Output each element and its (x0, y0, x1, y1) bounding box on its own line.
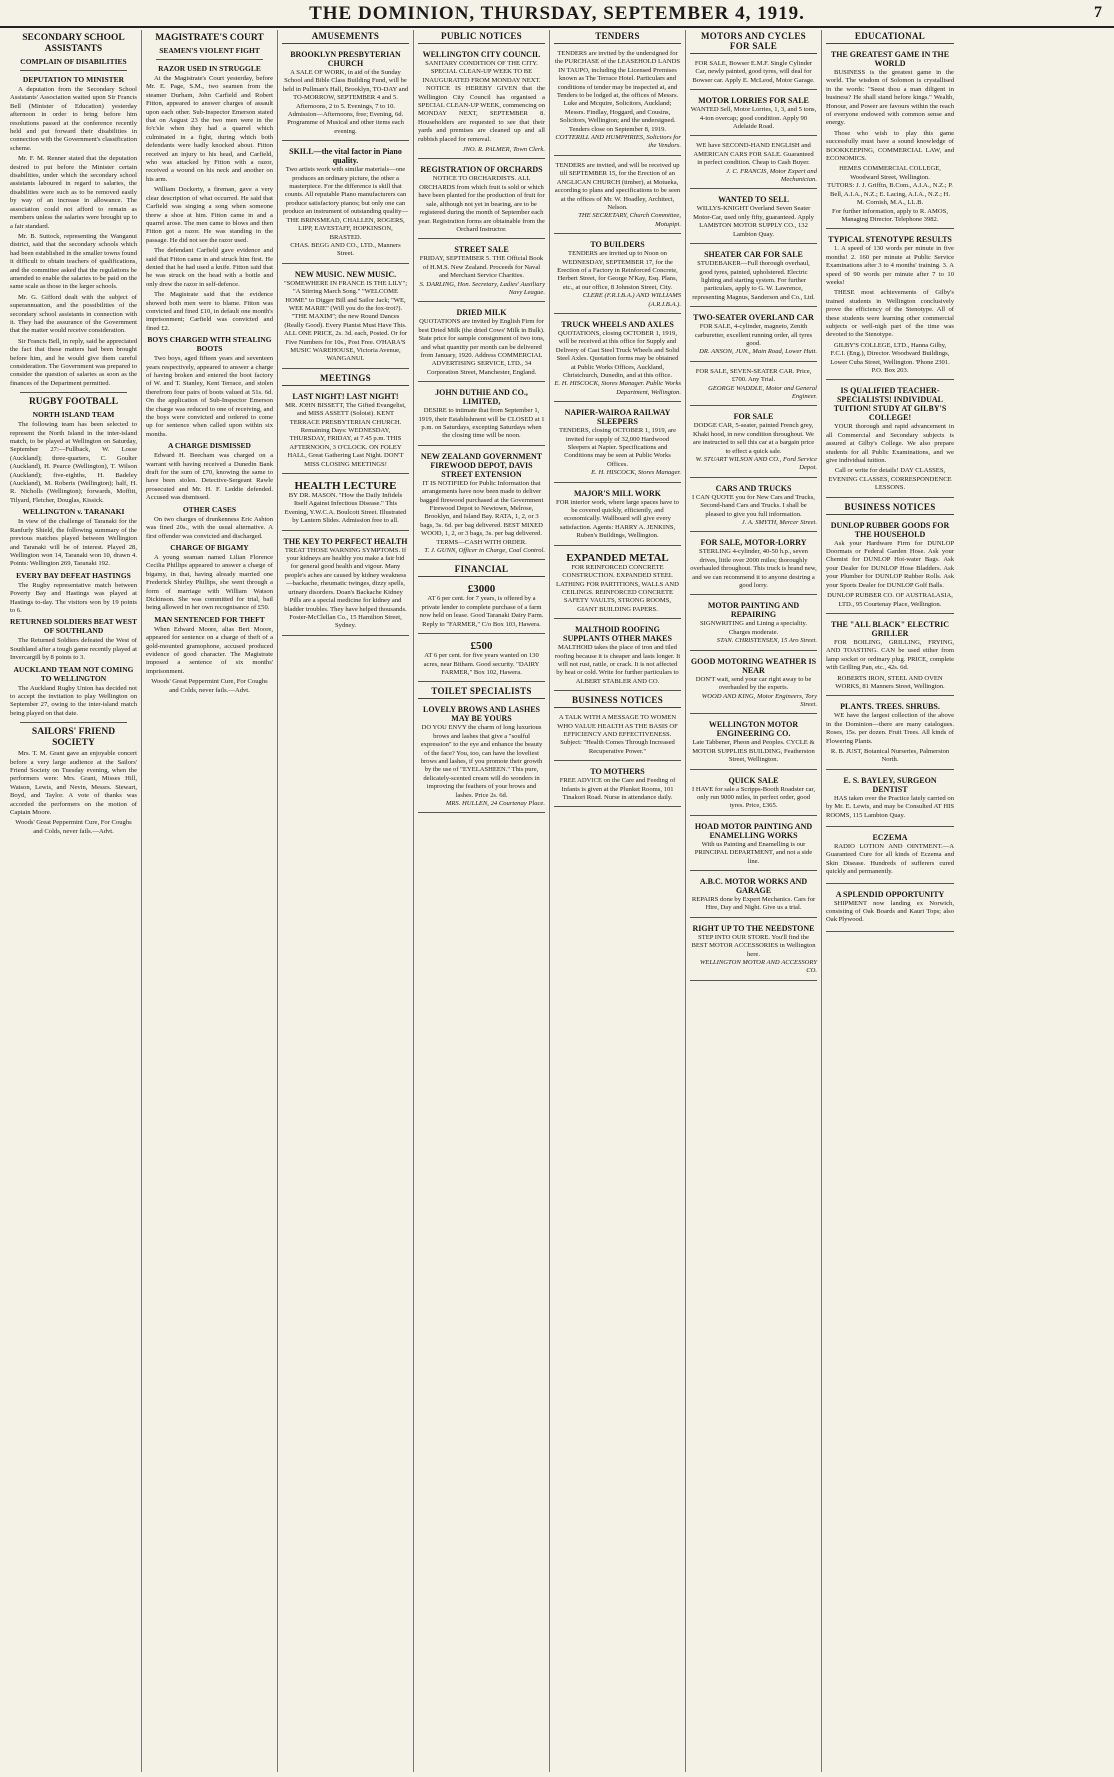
advertisement (282, 144, 409, 263)
ad-heading: LAST NIGHT! LAST NIGHT! (292, 391, 399, 401)
paragraph: Two boys, aged fifteen years and seventeen years respectively, appeared to answer a charge of having broken and entered the boot factory of W. and T. Stanley, Kent Terrace, and stolen therefrom four pairs of boots valued at 51s. 6d. On the application of Sub-Inspector Emerson the charge was reduced to one of receiving, and the boys were convicted and ordered to come up for sentence when called upon within six months. (146, 355, 273, 438)
subheadline: A CHARGE DISMISSED (168, 441, 251, 451)
ad-text: QUOTATIONS are invited by English Firm for best Dried Milk (the dried Cows' Milk in Bulk). State price for sample consignment of two tons, and what quantity per month can be delivered from January, 1920. Address COMMERCIAL ADVERTISING SERVICE, LTD., 34 Corporation Street, Manchester, England. (418, 318, 545, 376)
ad-heading: REGISTRATION OF ORCHARDS (420, 165, 543, 175)
advertisement (418, 305, 545, 382)
column-1 (6, 30, 142, 1772)
advertisement (826, 773, 954, 827)
paragraph: Sir Francis Bell, in reply, said he appreciated the fact that these matters had been brought before him, and he would give them careful consideration. The Government was prepared to consider the question of salaries as soon as the finances of the Department permitted. (10, 337, 137, 387)
ad-text: FOR SALE, Bowser E.M.F. Single Cylinder Car, newly painted, good tyres, will deal for Bowser car. Apply E. McLeod, Motor Garage. (692, 60, 815, 84)
advertisement (418, 162, 545, 239)
section-header: FINANCIAL (418, 563, 545, 577)
ad-heading: NEW ZEALAND GOVERNMENT FIREWOOD DEPOT, DAVIS STREET EXTENSION (420, 451, 543, 479)
paragraph: A deputation from the Secondary School Assistants' Association waited upon Sir Francis Bell (Minister of Education) yesterday afternoon in order to bring before him resolutions passed at the conference recently held and put forward their disabilities in connection with the Government's classification scheme. (10, 86, 137, 152)
paragraph: When Edward Moore, alias Bert Moore, appeared for sentence on a charge of theft of a gold-mounted gramophone, accused produced evidence of good character. The Magistrate imposed a sentence of six months' imprisonment. (146, 625, 273, 675)
ad-heading: HEALTH LECTURE (294, 480, 397, 493)
ad-text: WANTED Sell, Motor Lorries, 1, 3, and 5 tons, 4-ton overcap; good condition. Apply 90 Adelaide Road. (690, 106, 817, 131)
ad-heading: MOTOR LORRIES FOR SALE (698, 96, 809, 106)
ad-heading: TRUCK WHEELS AND AXLES (561, 319, 674, 329)
ad-heading: E. S. BAYLEY, SURGEON DENTIST (843, 775, 937, 794)
ad-signature: Call or write for details! DAY CLASSES, EVENING CLASSES, CORRESPONDENCE LESSONS. (828, 467, 952, 492)
ad-signature: J. A. SMYTH, Mercer Street. (741, 519, 817, 527)
advertisement (282, 267, 409, 369)
section-header: PUBLIC NOTICES (418, 30, 545, 44)
ad-text: A TALK WITH A MESSAGE TO WOMEN WHO VALUE HEALTH AS THE BASIS OF EFFICIENCY AND EFFECTIVENESS. Subject: "Health Comes Through Increased Recuperative Power." (557, 714, 678, 755)
ad-text: FOR SALE, 4-cylinder, magneto, Zenith carburetter, excellent running order, all tyres good. (694, 323, 813, 347)
advertisement (690, 874, 817, 918)
advertisement (690, 654, 817, 715)
advertisement (418, 580, 545, 634)
paragraph: The following team has been selected to represent the North Island in the inter-island match, to be played at Wellington on Saturday, September 27:—Fullback, W. Losse (Auckland); three-quarters, C. Goulter (Auckland), H. Pearce (Wellington), T. Wilson (Auckland); five-eighths, H. Badeley (Auckland), M. Roberts (Wellington); half, H. R. Nicholls (Wellington); forwards, Moffitt, Tilyard, Fletcher, Douglas, Kissick. (10, 421, 137, 504)
advertisement (418, 385, 545, 446)
ad-signature: CHAS. BEGG AND CO., LTD., Manners Street. (290, 241, 401, 258)
ad-heading: TO BUILDERS (590, 240, 645, 250)
ad-text: FOR BOILING, GRILLING, FRYING, AND TOASTING. CAN be used either from lamp socket or ordinary plug. PRICE, complete with Grilling Pan, etc., 42s. 6d. (826, 638, 954, 672)
ad-heading: TWO-SEATER OVERLAND CAR (693, 313, 814, 323)
advertisement (690, 192, 817, 244)
subheadline: RETURNED SOLDIERS BEAT WEST OF SOUTHLAND (10, 617, 137, 636)
ad-amount: £3000 (467, 583, 496, 596)
ad-signature: ROBERTS IRON, STEEL AND OVEN WORKS, 81 Manners Street, Wellington. (835, 674, 945, 690)
ad-text: DESIRE to intimate that from September 1, 1919, their Establishment will be CLOSED at 1 p.m. on Saturdays, excepting Saturdays when the closing time will be noon. (418, 407, 545, 440)
ad-signature: JNO. R. PALMER, Town Clerk. (462, 146, 545, 154)
ad-heading: QUICK SALE (728, 775, 779, 785)
advert-line: Woods' Great Peppermint Cure, For Coughs and Colds, never fails.—Advt. (151, 678, 268, 694)
advertisement (418, 47, 545, 159)
page-number: 7 (1094, 4, 1102, 21)
ad-heading: THE GREATEST GAME IN THE WORLD (830, 50, 950, 68)
ad-text: "SOMEWHERE IN FRANCE IS THE LILY"; "A Stirring March Song." "WELCOME HOME" to Digger Bill and Sailor Jack; "WE, WEE MARIE" (Will you do the fox-trot?). "THE MAXIM"; the new Round Dances (Really Good). Every Pianist Must Have This. (283, 279, 408, 329)
advertisement (418, 702, 545, 813)
ad-heading: MALTHOID ROOFING SUPPLANTS OTHER MAKES (563, 625, 672, 644)
ad-text: I CAN QUOTE you for New Cars and Trucks, Second-hand Cars and Trucks. I shall be pleased to give you full information. (692, 493, 815, 518)
advertisement (690, 717, 817, 769)
ad-heading: STREET SALE (454, 245, 509, 255)
ad-text: YOUR thorough and rapid advancement in all Commercial and Secondary subjects is assured at Gilby's College. We also prepare students for all Public Examinations, and we give individual tuition. (826, 423, 954, 465)
ad-text: AT 6 per cent. for five years wanted on 130 acres, near Bitham. Good security. "DAIRY FARMER," Box 102, Hawera. (423, 652, 540, 676)
column-3 (278, 30, 414, 1772)
advertisement (554, 549, 681, 619)
ad-heading: WELLINGTON MOTOR ENGINEERING CO. (708, 720, 799, 739)
ad-text: TENDERS are invited, and will be received up till SEPTEMBER 15, for the Erection of an ANGLICAN CHURCH (timber), at Motueka, according to plans and specifications to be seen at the offices of Mr. W. Hoadley, Architect, Nelson. (554, 161, 681, 211)
masthead (0, 0, 1114, 28)
ad-heading: SHEATER CAR FOR SALE (704, 250, 803, 260)
subheadline: OTHER CASES (182, 504, 237, 514)
ad-heading: LOVELY BROWS AND LASHES MAY BE YOURS (423, 705, 540, 724)
column-2 (142, 30, 278, 1772)
ad-text: QUOTATIONS, closing OCTOBER 1, 1919, will be received at this office for Supply and Delivery of Cast Steel Truck Wheels and Solid Steel Axles. Quotation forms may be obtained at Public Works Offices, Auckland, Christchurch, Dunedin, and at this office. (555, 329, 680, 379)
divider (20, 722, 127, 723)
ad-text: BY DR. MASON. "How the Daily Infidels Itself Against Infectious Disease." This Evening, Y.W.C.A. Boulcott Street. Illustrated by Lantern Slides. Admission free to all. (284, 492, 407, 525)
advertisement (690, 819, 817, 871)
advertisement (826, 617, 954, 696)
ad-text: DON'T wait, send your car right away to be overhauled by the experts. (695, 675, 812, 692)
ad-text: 1. A speed of 130 words per minute in five months! 2. 160 per minute at Public Service Examinations after 3 to 4 months' training. 3. A speed of 90 words per minute after 7 to 10 weeks! (826, 245, 954, 286)
ad-heading: RIGHT UP TO THE NEEDSTONE (692, 923, 815, 933)
divider (20, 392, 127, 393)
section-header: TOILET SPECIALISTS (418, 685, 545, 699)
ad-text: FOR SALE, SEVEN-SEATER CAR. Price, £700. Any Trial. (695, 367, 812, 384)
ad-heading: PLANTS. TREES. SHRUBS. (840, 702, 940, 712)
headline: SAILORS' FRIEND SOCIETY (31, 727, 116, 749)
paragraph: In view of the challenge of Taranaki for the Ranfurly Shield, the following summary of the previous matches played between Wellington and Taranaki will be of interest. Played 28, Wellington won 14, Taranaki won 10, drawn 4. Points: Wellington 269, Taranaki 192. (10, 518, 137, 568)
paragraph: On two charges of drunkenness Eric Ashton was fined 20s., with the usual alternative. A first offender was convicted and discharged. (146, 515, 273, 540)
ad-heading: MAJOR'S MILL WORK (574, 488, 661, 498)
ad-signature: WOOD AND KING, Motor Engineers, Tory Street. (701, 692, 817, 708)
ad-text: DO YOU ENVY the charm of long luxurious brows and lashes that give a "soulful expression" to the eye and enhance the beauty of the face? You, too, can have the loveliest brows and lashes, if you promote their growth by the use of "EYELASHEEN." This pure, delicately-scented cream will do wonders in improving the feathers of your brows and lashes. Price 2s. 6d. (420, 724, 543, 799)
ad-heading: HOAD MOTOR PAINTING AND ENAMELLING WORKS (694, 821, 813, 840)
ad-text: TREAT THOSE WARNING SYMPTOMS. If your kidneys are healthy you make a fair bid for general good health and vigour. Many people's aches are caused by kidney weakness—backache, rheumatic twinges, dizzy spells, urinary disorders. Doan's Backache Kidney Pills are a special medicine for kidney and bladder troubles. They have helped thousands. (284, 546, 407, 613)
ad-text: STUDEBAKER—Full thorough overhaul, good tyres, painted, upholstered. Electric lighting and starting system. For further particulars, apply to G. W. Lawrence, representing Magnus, Sanderson and Co., Ltd. (692, 260, 815, 301)
column-7 (822, 30, 958, 1772)
ad-text: SIGNWRITING and Lining a speciality. Charges moderate. (699, 620, 808, 636)
subheadline: RAZOR USED IN STRUGGLE (158, 64, 261, 73)
ad-amount: £500 (470, 640, 493, 653)
ad-signature: THE SECRETARY, Church Committee, Motupipi. (578, 212, 681, 228)
ad-heading: JOHN DUTHIE AND CO., LIMITED, (435, 388, 528, 407)
ad-heading: NAPIER-WAIROA RAILWAY SLEEPERS (564, 408, 671, 427)
ad-heading: CARS AND TRUCKS (715, 483, 792, 493)
column-6 (686, 30, 822, 1772)
paragraph: A young seaman named Lilian Florence Cecilia Phillips appeared to answer a charge of bigamy, in that, having already married one Frederick Shirley Phillips, she went through a form of marriage with William Watson Dickinson. She was committed for trial, bail being allowed in her own recognisance of £50. (146, 553, 273, 612)
advertisement (690, 247, 817, 307)
ad-heading: MOTOR PAINTING AND REPAIRING (707, 601, 800, 620)
advertisement (690, 921, 817, 981)
section-header: MEETINGS (282, 372, 409, 386)
advertisement (690, 310, 817, 362)
ad-text: SHIPMENT now landing ex Norwich, consisting of Oak Boards and Kauri Tops; also Oak Plywood. (826, 899, 954, 924)
paragraph: Mr. F. M. Renner stated that the deputation desired to put before the Minister certain disabilities, under which the secondary school assistants laboured in regard to salaries, the disabilities were such as to be removed easily by way of an increase in allowance. The association could not afford to remain as members unless the salaries were brought up to a fair standard. (10, 155, 137, 230)
headline: RUGBY FOOTBALL (28, 397, 119, 408)
ad-text: NOTICE TO ORCHARDISTS. ALL ORCHARDS from which fruit is sold or which have been planted for the production of fruit for sale, although not yet in bearing, are to be registered during the month of September each year. Registration forms are obtainable from the Orchard Instructor. (418, 175, 545, 233)
ad-text: A SALE OF WORK, in aid of the Sunday School and Bible Class Building Fund, will be held in Pullman's Hall, Brooklyn, TO-DAY and TO-MORROW, SEPTEMBER 4 and 5. Afternoons, 2 to 5. Evenings, 7 to 10. Admission—Afternoons, free; Evening, 6d. Programme of Musical and other items each evening. (282, 69, 409, 135)
paragraph: The Rugby representative match between Poverty Bay and Hastings was played at Hastings to-day. The visitors won by 19 points to 6. (10, 581, 137, 614)
ad-heading: THE KEY TO PERFECT HEALTH (283, 536, 408, 546)
ad-text: IT IS NOTIFIED for Public Information that arrangements have now been made to deliver bagged firewood purchased at the Government Firewood Depot to Newtown, Melrose, Brooklyn, and Island Bay. RATA, 1, 2, or 3 bags, 3s. 6d. per bag delivered. BEST MIXED WOOD, 1, 2, or 3 bags, 3s. per bag delivered. TERMS—CASH WITH ORDER. (419, 479, 544, 546)
ad-heading: WANTED TO SELL (718, 195, 789, 205)
section-header: BUSINESS NOTICES (554, 694, 681, 708)
paragraph: The Magistrate said that the evidence showed both men were to blame. Fitton was convicted and fined £10, in default one month's imprisonment; Carfield was convicted and fined £2. (146, 291, 273, 332)
advertisement (554, 47, 681, 156)
ad-signature: WELLINGTON MOTOR AND ACCESSORY CO. (699, 959, 817, 975)
ad-heading: TYPICAL STENOTYPE RESULTS (828, 235, 952, 245)
subheadline: SEAMEN'S VIOLENT FIGHT (159, 46, 260, 55)
ad-heading: DRIED MILK (456, 308, 507, 318)
advertisement (690, 93, 817, 136)
ad-text: HAS taken over the Practice lately carried on by Mr. E. Lewis, and may be Consulted AT HIS ROOMS, 115 Lambton Quay. (826, 794, 954, 819)
subheadline: MAN SENTENCED FOR THEFT (154, 614, 265, 624)
advertisement (554, 764, 681, 807)
ad-signature: GILBY'S COLLEGE, LTD., Hanna Gilby, F.C.I. (Eng.), Director. Woodward Buildings, Lower Cuba Street, Wellington. 'Phone 2301. P.O. Box 203. (830, 341, 950, 374)
subheadline: COMPLAIN OF DISABILITIES (20, 57, 127, 66)
advertisement (826, 232, 954, 380)
column-4 (414, 30, 550, 1772)
ad-signature: HEMES COMMERCIAL COLLEGE, Woodward Street, Wellington. (839, 165, 941, 181)
ad-signature: T. J. GUNN, Officer in Charge, Coal Control. (424, 547, 545, 555)
advertisement (690, 139, 817, 189)
ad-signature: W. STUART WILSON AND CO., Ford Service Depot. (695, 456, 817, 472)
ad-signature: MRS. HULLEN, 24 Courtenay Place. (445, 799, 545, 807)
paragraph: At the Magistrate's Court yesterday, before Mr. E. Page, S.M., two seamen from the steamer Durham, John Carfield and Robert Fitton, appeared to answer charges of assault upon each other. Sub-Inspector Emerson stated that on August 23 the two men were in the fo'c'sle when they had a quarrel which culminated in a fight, during which both defendants were badly knocked about. Fitton received an injury to his head, and Carfield, who was attacked by Fitton with a razor, received a wound on his neck and another on his arm. (146, 75, 273, 183)
paragraph: William Dockerty, a fireman, gave a very clear description of what occurred. He said that Carfield was singing a song when someone threw a shoe at him. Fitton came in and a quarrel arose. The men came to blows and then Fitton got a razor. He was standing in the passage. He did not see the razor used. (146, 186, 273, 244)
advertisement (554, 486, 681, 546)
ad-text: WILLYS-KNIGHT Overland Seven Seater Motor-Car, used only fifty, guaranteed. Apply LAMBTON MOTOR SUPPLY CO., 132 Lambton Quay. (693, 205, 814, 238)
subheadline: EVERY BAY DEFEAT HASTINGS (16, 570, 131, 580)
paragraph: Edward H. Beecham was charged on a warrant with having received a Dunedin Bank draft for the sum of £70, knowing the same to have been stolen. Detective-Sergeant Rawle prosecuted and Mr. H. F. Leddie defended. Accused was dismissed. (146, 452, 273, 502)
advert-line: Woods' Great Peppermint Cure, For Coughs and Colds, never fails.—Advt. (15, 819, 132, 835)
ad-text: WE have SECOND-HAND ENGLISH and AMERICAN CARS FOR SALE. Guaranteed in perfect condition. Cheap to Cash Buyer. (693, 142, 814, 167)
ad-heading: TO MOTHERS (590, 767, 645, 777)
advertisement (690, 481, 817, 533)
ad-text: TENDERS, closing OCTOBER 1, 1919, are invited for supply of 32,000 Hardwood Sleepers at Napier. Specifications and Conditions may be seen at Public Works Offices. (558, 427, 677, 468)
ad-heading: FOR SALE, MOTOR-LORRY (700, 538, 807, 548)
ad-heading: IS QUALIFIED TEACHER-SPECIALISTS! INDIVIDUAL TUITION! STUDY AT GILBY'S COLLEGE! (833, 386, 947, 423)
ad-text: SANITARY CONDITION OF THE CITY. SPECIAL CLEAN-UP WEEK TO BE INAUGURATED FROM MONDAY NEXT. (422, 60, 541, 84)
ad-signature: DR. ANSON, JUN., Main Road, Lower Hutt. (699, 348, 817, 356)
ad-text: FRIDAY, SEPTEMBER 5. THE Official Book of H.M.S. New Zealand. Proceeds for Naval and Merchant Service Charities. (419, 255, 544, 280)
ad-signature: DUNLOP RUBBER CO. OF AUSTRALASIA, LTD., 95 Courtenay Place, Wellington. (827, 592, 953, 608)
advertisement (826, 47, 954, 229)
ad-signature: GEORGE WADDLE, Motor and General Engineer. (708, 384, 817, 400)
advertisement (826, 830, 954, 884)
ad-text: TENDERS are invited up to Noon on WEDNESDAY, SEPTEMBER 17, for the Erection of a Factory in Reinforced Concrete, Herbert Street, for George N'Kay, Esq. Plans, etc., at our office, 8 Johnston Street, City. (557, 250, 678, 291)
section-header: MOTORS AND CYCLES FOR SALE (690, 30, 817, 54)
ad-contact: For further information, apply to R. AMOS, Managing Director. Telephone 3982. (832, 207, 948, 223)
subheadline: WELLINGTON v. TARANAKI (22, 507, 125, 517)
ad-signature: S. DARLING, Hon. Secretary, Ladies' Auxiliary Navy League. (419, 280, 545, 296)
headline: MAGISTRATE'S COURT (155, 33, 264, 43)
advertisement (418, 637, 545, 682)
ad-heading: FOR SALE (733, 412, 774, 422)
advertisement (282, 389, 409, 474)
section-header: TENDERS (554, 30, 681, 44)
ad-heading: SKILL—the vital factor in Piano quality. (289, 147, 402, 166)
ad-heading: EXPANDED METAL (566, 551, 669, 564)
ad-text: I HAVE for sale a Scripps-Booth Roadster car, only run 9000 miles, in perfect order, good tyres. Price, £365. (691, 785, 816, 810)
ad-body: Those who wish to play this game successfully must have a sound knowledge of BOOKKEEPING, COMMERCIAL LAW, and ECONOMICS. (826, 129, 954, 163)
ad-text: REPAIRS done by Expert Mechanics. Cars for Hire, Day and Night. Give us a trial. (691, 895, 816, 912)
headline: SECONDARY SCHOOL ASSISTANTS (22, 33, 125, 54)
newspaper-title: THE DOMINION, THURSDAY, SEPTEMBER 4, 1919. (309, 3, 805, 24)
subheadline: DEPUTATION TO MINISTER (22, 75, 125, 84)
ad-heading: ECZEMA (872, 833, 908, 842)
ad-text: BUSINESS is the greatest game in the world. The wisdom of Solomon is crystallised in the words: "Seest thou a man diligent in business? He shall stand before kings." Wealth, Honour, and Power are favours within the reach of everyone endowed with common sense and energy. (826, 69, 954, 127)
ad-signature: COTTERILL AND HUMPHRIES, Solicitors for the Vendors. (555, 134, 681, 150)
ad-text: Late Tabbener, Pheon and Peoples. CYCLE & MOTOR SUPPLIES BUILDING, Featherston Street, Wellington. (692, 739, 815, 764)
ad-text: MALTHOID takes the place of iron and tiled roofing because it is cheaper and lasts longer. It will not rust, rattle, or crack. It is not affected by heat or cold. Write for further particulars to ALBERT STABLER AND CO. (554, 644, 681, 685)
advertisement (554, 159, 681, 234)
ad-text: WE have the largest collection of the above in the Dominion—there are many catalogues. Roses, 15s. per dozen. Fruit Trees. All kinds of Flowering Plants. (826, 712, 954, 745)
section-header: AMUSEMENTS (282, 30, 409, 44)
advertisement (554, 237, 681, 314)
ad-heading: WELLINGTON CITY COUNCIL (422, 50, 541, 59)
ad-text: AT 6 per cent. for 7 years, is offered by a private lender to complete purchase of a farm now held on lease. Good Taranaki Dairy Farm. Reply to "FARMER," C/o Box 103, Hawera. (419, 595, 544, 628)
ad-body: THESE most achievements of Gilby's trained students in Wellington conclusively prove the efficiency of the Stenotype. All of these students were learning other commercial subjects or well-nigh part of the time was devoted to the Stenotype. (826, 289, 954, 339)
advertisement (554, 405, 681, 482)
newspaper-columns (6, 30, 1108, 1772)
ad-heading: NEW MUSIC. NEW MUSIC. (294, 269, 397, 279)
ad-signature: E. H. HISCOCK, Stores Manager. Public Works Department, Wellington. (554, 380, 681, 396)
advertisement (554, 622, 681, 691)
ad-body: NOTICE IS HEREBY GIVEN that the Wellington City Council has organised a SPECIAL CLEAN-UP WEEK, commencing on MONDAY NEXT, SEPTEMBER 8. Householders are requested to see that their yards and premises are cleaned up and all rubbish placed for removal. (418, 85, 545, 143)
ad-heading: A.B.C. MOTOR WORKS AND GARAGE (699, 876, 808, 895)
ad-heading: THE "ALL BLACK" ELECTRIC GRILLER (830, 619, 950, 638)
subheadline: CHARGE OF BIGAMY (170, 542, 249, 552)
advertisement (418, 449, 545, 561)
ad-text: STERLING 4-cylinder, 40-50 h.p., seven drives, little over 2000 miles; thoroughly overhauled throughout. This truck is brand new, and we can recommend it to anyone desiring a good lorry. (690, 548, 817, 590)
ad-tutors: TUTORS: J. J. Griffin, B.Com., A.I.A., N.Z.; P. Bell, A.I.A., N.Z.; E. Lacing, A.I.A., N.Z.; H. M. Cornish, M.A., LL.B. (827, 182, 953, 207)
paragraph: Mrs. T. M. Grant gave an enjoyable concert before a very large audience at the Sailors' Friend Society on Tuesday evening, when the performers were: Mrs. Grant, Misses Hill, Watson, Lewis, and Nevin, Messrs. Stewart, Boyd, and Taylor. A vote of thanks was accorded the performers on the motion of Captain Moore. (10, 750, 137, 817)
advertisement (282, 534, 409, 636)
ad-text: FOR REINFORCED CONCRETE CONSTRUCTION. EXPANDED STEEL LATHING FOR PARTITIONS, WALLS AND CEILINGS. REINFORCED CONCRETE SAFETY VAULTS, STRONG ROOMS, GIANT BUILDING PAPERS. (556, 563, 679, 613)
ad-text: With us Painting and Enamelling is our PRINCIPAL DEPARTMENT, and not a side line. (694, 840, 813, 865)
ad-text: Ask your Hardware Firm for DUNLOP Doormats or Federal Garden Hose. Ask your Chemist for DUNLOP Hot-water Bags. Ask your Dealer for DUNLOP Hose Bladders. Ask your Plumber for DUNLOP Rubber Rolls. Ask your Sports Dealer for DUNLOP Golf Balls. (826, 539, 954, 589)
ad-text: Two artists work with similar materials—one produces an ordinary picture, the other a masterpiece. For the difference is skill that counts. All reputable Piano manufacturers can produce satisfactory pianos; but only one can produce an instrument of outstanding quality—THE BRINSMEAD, CHALLEN, ROGERS, LIPP, EAVESTAFF, HOPKINSON, BRASTED. (282, 166, 409, 241)
ad-signature: STAN. CHRISTENSEN, 15 Aro Street. (716, 637, 817, 645)
subheadline: AUCKLAND TEAM NOT COMING TO WELLINGTON (13, 664, 134, 683)
ad-text: DODGE CAR, 5-seater, painted French grey, Khaki hood, in new condition throughout. We are instructed to sell this car at a bargain price to effect a quick sale. (692, 422, 815, 455)
ad-signature: J. C. FRANCIS, Motor Expert and Mechanician. (726, 167, 817, 184)
ad-heading: GOOD MOTORING WEATHER IS NEAR (690, 656, 817, 675)
advertisement (554, 711, 681, 761)
advertisement (826, 518, 954, 614)
ad-text: FREE ADVICE on the Care and Feeding of Infants is given at the Plunket Rooms, 101 Tinakori Road. Nurse in attendance daily. (559, 777, 676, 801)
advertisement (826, 699, 954, 769)
ad-signature: ALL ONE PRICE, 2s. 3d. each, Posted. Or for Five Numbers for 10s., Post Free. O'HARA'S MUSIC WAREHOUSE, Victoria Avenue, WANGANUI. (283, 330, 407, 363)
advertisement (690, 535, 817, 595)
ad-heading: BROOKLYN PRESBYTERIAN CHURCH (290, 50, 401, 68)
paragraph: The Auckland Rugby Union has decided not to accept the invitation to play Wellington on September 27, owing to the inter-island match being played on that date. (10, 684, 137, 717)
advertisement (690, 57, 817, 90)
ad-text: FOR interior work, where large spaces have to be covered quickly, efficiently, and economically. Wallboard will give every satisfaction. Agents: HARRY A. JENKINS, Ruben's Buildings, Wellington. (556, 498, 679, 540)
column-5 (550, 30, 686, 1772)
ad-heading: DUNLOP RUBBER GOODS FOR THE HOUSEHOLD (830, 520, 950, 539)
ad-signature: Foster-McClellan Co., 15 Hamilton Street, Sydney. (289, 613, 402, 630)
section-header: BUSINESS NOTICES (826, 501, 954, 515)
advertisement (690, 409, 817, 477)
ad-signature: E. H. HISCOCK, Stores Manager. (591, 469, 681, 477)
ad-text: MR. JOHN BISSETT, The Gifted Evangelist, and MISS ASSETT (Soloist). KENT TERRACE PRESBYTERIAN CHURCH. Remaining Days: WEDNESDAY, THURSDAY, FRIDAY, at 7.45 p.m. THIS AFTERNOON, 3 O'CLOCK. ON FOLEY HALL, Great Gathering Last Night. DON'T MISS CLOSING MEETINGS! (285, 401, 406, 468)
ad-signature: R. B. JUST, Botanical Nurseries, Palmerston North. (830, 747, 950, 764)
advertisement (826, 383, 954, 497)
advertisement (690, 365, 817, 407)
advertisement (282, 47, 409, 141)
ad-signature: CLERE (F.R.I.B.A.) AND WILLIAMS (A.R.I.B.A.). (582, 292, 681, 308)
divider (20, 70, 127, 71)
ad-text: RADIO LOTION AND OINTMENT.—A Guaranteed Cure for all kinds of Eczema and Skin Disease. Hundreds of sufferers cured quickly and permanently. (826, 843, 954, 876)
paragraph: Mr. B. Suttock, representing the Wanganui district, said that the secondary schools which had been established in the smaller towns found it difficult to obtain teachers of qualifications, and the committee asked that the regulations be amended to enable the salaries to be paid on the same scale as those in the larger schools. (10, 232, 137, 291)
ad-heading: A SPLENDID OPPORTUNITY (835, 889, 945, 899)
paragraph: Mr. G. Gifford dealt with the subject of superannuation, and the possibilities of the secondary school assistants in connection with it. They had the assurance of the Government that the matter would receive consideration. (10, 293, 137, 335)
paragraph: The defendant Carfield gave evidence and said that Fitton came in and struck him first. He denied that he had used a knife. Fitton said that he was struck on the head with a bottle and only drew the razor in self-defence. (146, 247, 273, 288)
advertisement (690, 598, 817, 650)
ad-text: STEP INTO OUR STORE. You'll find the BEST MOTOR ACCESSORIES in Wellington here. (691, 933, 816, 958)
advertisement (554, 317, 681, 402)
advertisement (826, 887, 954, 932)
divider (156, 59, 263, 60)
advertisement (418, 242, 545, 302)
advertisement (690, 773, 817, 816)
subheadline: BOYS CHARGED WITH STEALING BOOTS (147, 335, 272, 354)
subheadline: NORTH ISLAND TEAM (32, 410, 115, 420)
paragraph: The Returned Soldiers defeated the West of Southland after a tough game recently played at Invercargill by 8 points to 3. (10, 637, 137, 662)
ad-text: TENDERS are invited by the undersigned for the PURCHASE of the LEASEHOLD LANDS IN TAUPO, including the Licensed Premises known as The Terrace Hotel. Particulars and conditions of tender may be inspected at, and Tenders to be lodged at, the offices of Messrs. Luke and Mcquire, Solicitors, Auckland; Messrs. Findlay, Hoggard, and Cousins, Solicitors, Wellington; and the undersigned. Tenders close on September 8, 1919. (554, 50, 681, 133)
advertisement (282, 477, 409, 531)
section-header: EDUCATIONAL (826, 30, 954, 44)
